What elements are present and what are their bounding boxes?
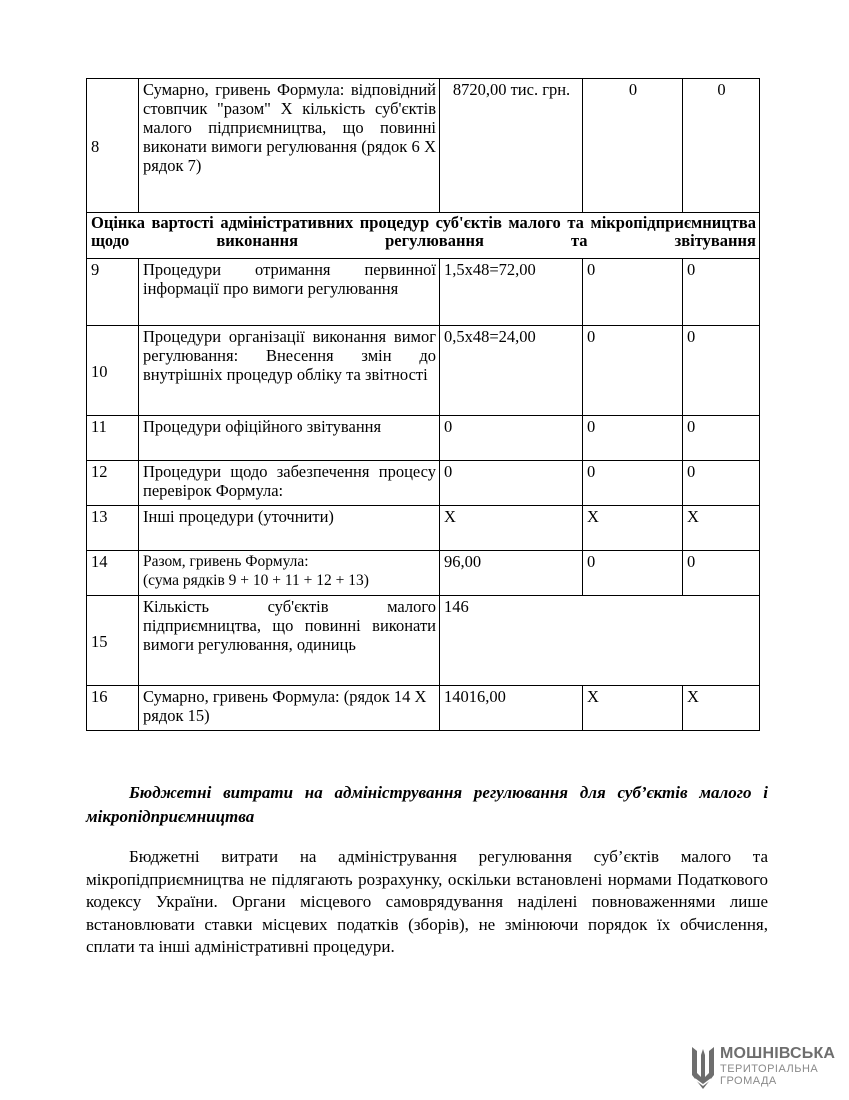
row-value: Х: [440, 506, 583, 551]
row-value: 14016,00: [440, 686, 583, 731]
table-row: [87, 596, 760, 686]
row-value: Х: [683, 506, 760, 551]
table-row: [87, 326, 760, 416]
row-value: 8720,00 тис. грн.: [440, 79, 583, 213]
row-number: 11: [87, 416, 139, 461]
row-value: 0: [683, 416, 760, 461]
table-row: [87, 259, 760, 326]
row-value: 146: [440, 596, 760, 686]
row-value: 0: [683, 551, 760, 596]
section-row: [87, 213, 760, 259]
row-value: 0: [440, 461, 583, 506]
body-paragraph: Бюджетні витрати на адміністрування регулювання суб’єктів малого та мікропідприємництва не підлягають розрахунку, оскільки встановлені нормами Податкового кодексу України. Органи місцевого самоврядування наділені повноваженнями лише встановлювати ставки місцевих податків (зборів), не змінюючи порядок їх обчислення, сплати та інші адміністративні процедури.: [86, 847, 768, 956]
row-value: 0: [683, 326, 760, 416]
table-row: [87, 461, 760, 506]
row-number: 9: [87, 259, 139, 326]
row-value: 0: [583, 416, 683, 461]
row-number: 13: [87, 506, 139, 551]
row-value: 0: [440, 416, 583, 461]
row-value: 0: [683, 259, 760, 326]
community-logo: [689, 1045, 836, 1095]
row-description: Кількість суб'єктів малого підприємництва, що повинні виконати вимоги регулювання, одиниць: [139, 596, 440, 686]
row-number: 14: [87, 551, 139, 596]
row-value: 0: [683, 461, 760, 506]
table-row: [87, 79, 760, 213]
row-description: Сумарно, гривень Формула: (рядок 14 Х рядок 15): [139, 686, 440, 731]
row-number: 15: [87, 596, 139, 686]
logo-title: МОШНІВСЬКА: [720, 1045, 836, 1062]
row-description: Процедури організації виконання вимог регулювання: Внесення змін до внутрішніх процедур обліку та звітності: [139, 326, 440, 416]
row-value: 96,00: [440, 551, 583, 596]
row-value: 0: [583, 259, 683, 326]
row-value: 0: [583, 79, 683, 213]
row-value: 0: [583, 461, 683, 506]
logo-subtitle: ТЕРИТОРІАЛЬНА: [720, 1063, 819, 1075]
logo-subtitle: ГРОМАДА: [720, 1075, 777, 1087]
row-description: Процедури щодо забезпечення процесу перевірок Формула:: [139, 461, 440, 506]
row-value: 0,5х48=24,00: [440, 326, 583, 416]
row-value: Х: [583, 686, 683, 731]
trident-icon: [689, 1045, 717, 1091]
row-description: Сумарно, гривень Формула: відповідний стовпчик "разом" Х кількість суб'єктів малого підприємництва, що повинні виконати вимоги регулювання (рядок 6 Х рядок 7): [139, 79, 440, 213]
row-description: Процедури офіційного звітування: [139, 416, 440, 461]
row-description-line: Разом, гривень Формула:: [143, 553, 309, 570]
table-row: [87, 506, 760, 551]
row-value: Х: [683, 686, 760, 731]
row-number: 12: [87, 461, 139, 506]
row-description: Інші процедури (уточнити): [139, 506, 440, 551]
section-subheading: Бюджетні витрати на адміністрування регулювання для суб’єктів малого і мікропідприємництва: [86, 783, 768, 826]
table-row: [87, 416, 760, 461]
row-value: 0: [583, 551, 683, 596]
row-number: 10: [87, 326, 139, 416]
row-description: Процедури отримання первинної інформації про вимоги регулювання: [139, 259, 440, 326]
table-row: [87, 551, 760, 596]
table-row: [87, 686, 760, 731]
row-value: 0: [683, 79, 760, 213]
cost-table: [86, 78, 760, 731]
row-value: 0: [583, 326, 683, 416]
row-value: Х: [583, 506, 683, 551]
row-number: 8: [87, 79, 139, 213]
row-description-line: (сума рядків 9 + 10 + 11 + 12 + 13): [143, 572, 369, 589]
row-description: [139, 551, 440, 596]
section-heading: Оцінка вартості адміністративних процедур суб'єктів малого та мікропідприємництва щодо виконання регулювання та звітування: [87, 213, 760, 259]
row-value: 1,5х48=72,00: [440, 259, 583, 326]
row-number: 16: [87, 686, 139, 731]
